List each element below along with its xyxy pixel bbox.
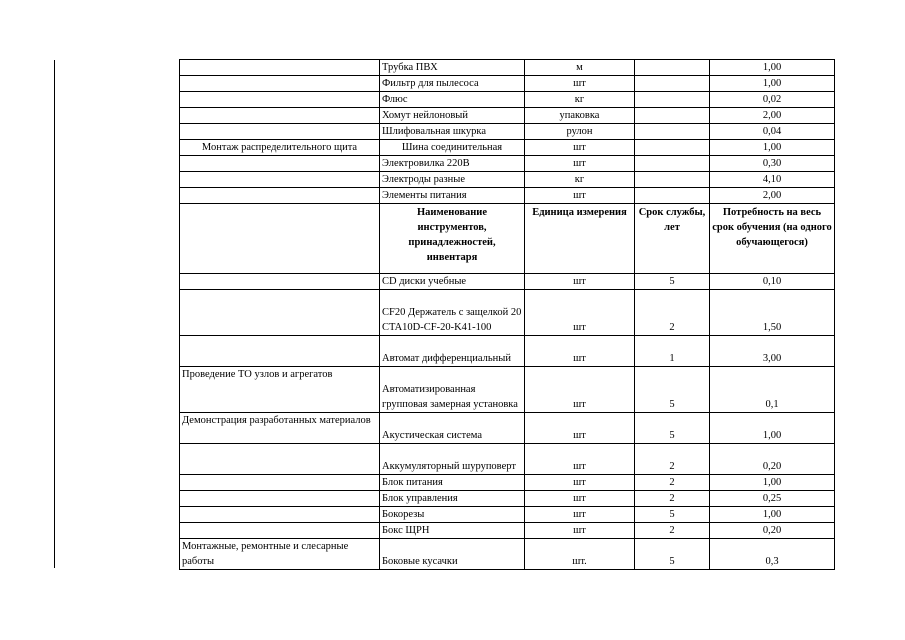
life-cell: 2 — [635, 523, 710, 539]
table-row — [180, 475, 835, 491]
item-name-cell: Шлифовальная шкурка — [380, 124, 525, 140]
item-name-cell: Автомат дифференциальный — [380, 336, 525, 367]
life-cell — [635, 92, 710, 108]
item-name-cell: Электроды разные — [380, 172, 525, 188]
section-cell — [180, 60, 380, 76]
unit-cell: шт — [525, 444, 635, 475]
section-cell — [180, 507, 380, 523]
unit-cell: шт — [525, 290, 635, 336]
need-cell: 2,00 — [710, 108, 835, 124]
item-name-cell: Элементы питания — [380, 188, 525, 204]
need-cell: 1,00 — [710, 140, 835, 156]
table-row — [180, 172, 835, 188]
need-cell: 2,00 — [710, 188, 835, 204]
item-name-cell: Фильтр для пылесоса — [380, 76, 525, 92]
table-row — [180, 76, 835, 92]
section-cell — [180, 274, 380, 290]
unit-cell: упаковка — [525, 108, 635, 124]
need-cell: 1,00 — [710, 60, 835, 76]
need-cell: 1,00 — [710, 507, 835, 523]
need-cell: 0,04 — [710, 124, 835, 140]
section-cell: Демонстрация разработанных материалов — [180, 413, 380, 444]
section-cell — [180, 92, 380, 108]
life-cell: 2 — [635, 444, 710, 475]
table-row — [180, 444, 835, 475]
need-cell: 3,00 — [710, 336, 835, 367]
need-cell: 4,10 — [710, 172, 835, 188]
life-cell: 5 — [635, 274, 710, 290]
table-row — [180, 290, 835, 336]
section-cell: Проведение ТО узлов и агрегатов — [180, 367, 380, 413]
unit-cell: рулон — [525, 124, 635, 140]
life-cell — [635, 156, 710, 172]
unit-cell: шт — [525, 188, 635, 204]
table-row — [180, 60, 835, 76]
unit-cell: шт — [525, 140, 635, 156]
unit-cell: кг — [525, 92, 635, 108]
life-cell: 5 — [635, 367, 710, 413]
item-name-cell: Шина соединительная — [380, 140, 525, 156]
section-cell — [180, 444, 380, 475]
table-row — [180, 367, 835, 413]
life-cell: 2 — [635, 491, 710, 507]
table-row — [180, 140, 835, 156]
unit-cell: шт — [525, 413, 635, 444]
unit-cell: шт — [525, 491, 635, 507]
unit-cell: шт. — [525, 539, 635, 570]
need-header-cell: Потребность на весь срок обучения (на одного обучающегося) — [710, 204, 835, 274]
unit-cell: м — [525, 60, 635, 76]
need-cell: 0,3 — [710, 539, 835, 570]
life-cell: 1 — [635, 336, 710, 367]
table-row — [180, 108, 835, 124]
tools-header-row — [180, 204, 835, 274]
need-cell: 0,10 — [710, 274, 835, 290]
life-cell — [635, 188, 710, 204]
item-name-cell: Блок управления — [380, 491, 525, 507]
section-cell — [180, 124, 380, 140]
section-cell — [180, 172, 380, 188]
item-name-cell: Бокс ЩРН — [380, 523, 525, 539]
unit-cell: шт — [525, 274, 635, 290]
table-row — [180, 523, 835, 539]
section-cell — [180, 491, 380, 507]
table-row — [180, 539, 835, 570]
need-cell: 0,30 — [710, 156, 835, 172]
table-row — [180, 188, 835, 204]
item-name-cell: Акустическая система — [380, 413, 525, 444]
section-cell — [180, 156, 380, 172]
item-name-cell: Автоматизированная групповая замерная установка — [380, 367, 525, 413]
life-cell — [635, 172, 710, 188]
item-name-cell: Флюс — [380, 92, 525, 108]
need-cell: 0,20 — [710, 523, 835, 539]
unit-cell: шт — [525, 76, 635, 92]
section-cell — [180, 188, 380, 204]
section-cell: Монтажные, ремонтные и слесарные работы — [180, 539, 380, 570]
life-cell — [635, 60, 710, 76]
life-cell: 5 — [635, 507, 710, 523]
unit-cell: шт — [525, 523, 635, 539]
item-name-cell: Трубка ПВХ — [380, 60, 525, 76]
section-header-cell — [180, 204, 380, 274]
section-cell — [180, 475, 380, 491]
section-cell — [180, 290, 380, 336]
unit-cell: шт — [525, 336, 635, 367]
life-header-cell: Срок службы, лет — [635, 204, 710, 274]
life-cell: 5 — [635, 413, 710, 444]
table-row — [180, 156, 835, 172]
section-cell — [180, 336, 380, 367]
life-cell — [635, 76, 710, 92]
need-cell: 1,00 — [710, 76, 835, 92]
table-row — [180, 92, 835, 108]
name-header-cell: Наименование инструментов, принадлежностей, инвентаря — [380, 204, 525, 274]
table-row — [180, 507, 835, 523]
life-cell — [635, 140, 710, 156]
need-cell: 0,02 — [710, 92, 835, 108]
section-cell — [180, 108, 380, 124]
need-cell: 1,00 — [710, 413, 835, 444]
table-row — [180, 124, 835, 140]
item-name-cell: CD диски учебные — [380, 274, 525, 290]
need-cell: 1,50 — [710, 290, 835, 336]
item-name-cell: Электровилка 220В — [380, 156, 525, 172]
item-name-cell: Блок питания — [380, 475, 525, 491]
unit-cell: шт — [525, 507, 635, 523]
item-name-cell: Боковые кусачки — [380, 539, 525, 570]
need-cell: 0,25 — [710, 491, 835, 507]
life-cell: 2 — [635, 290, 710, 336]
section-cell — [180, 76, 380, 92]
unit-cell: кг — [525, 172, 635, 188]
life-cell — [635, 124, 710, 140]
item-name-cell: Бокорезы — [380, 507, 525, 523]
need-cell: 0,20 — [710, 444, 835, 475]
item-name-cell: Хомут нейлоновый — [380, 108, 525, 124]
item-name-cell: CF20 Держатель с защелкой 20 CTA10D-CF-20-K41-100 — [380, 290, 525, 336]
page-margin-line — [54, 60, 55, 568]
item-name-cell: Аккумуляторный шуруповерт — [380, 444, 525, 475]
section-cell: Монтаж распределительного щита — [180, 140, 380, 156]
table-row — [180, 413, 835, 444]
unit-cell: шт — [525, 475, 635, 491]
unit-cell: шт — [525, 367, 635, 413]
unit-header-cell: Единица измерения — [525, 204, 635, 274]
life-cell: 5 — [635, 539, 710, 570]
section-cell — [180, 523, 380, 539]
table-row — [180, 274, 835, 290]
need-cell: 1,00 — [710, 475, 835, 491]
life-cell: 2 — [635, 475, 710, 491]
unit-cell: шт — [525, 156, 635, 172]
equipment-table — [179, 59, 835, 570]
table-row — [180, 336, 835, 367]
need-cell: 0,1 — [710, 367, 835, 413]
table-row — [180, 491, 835, 507]
life-cell — [635, 108, 710, 124]
